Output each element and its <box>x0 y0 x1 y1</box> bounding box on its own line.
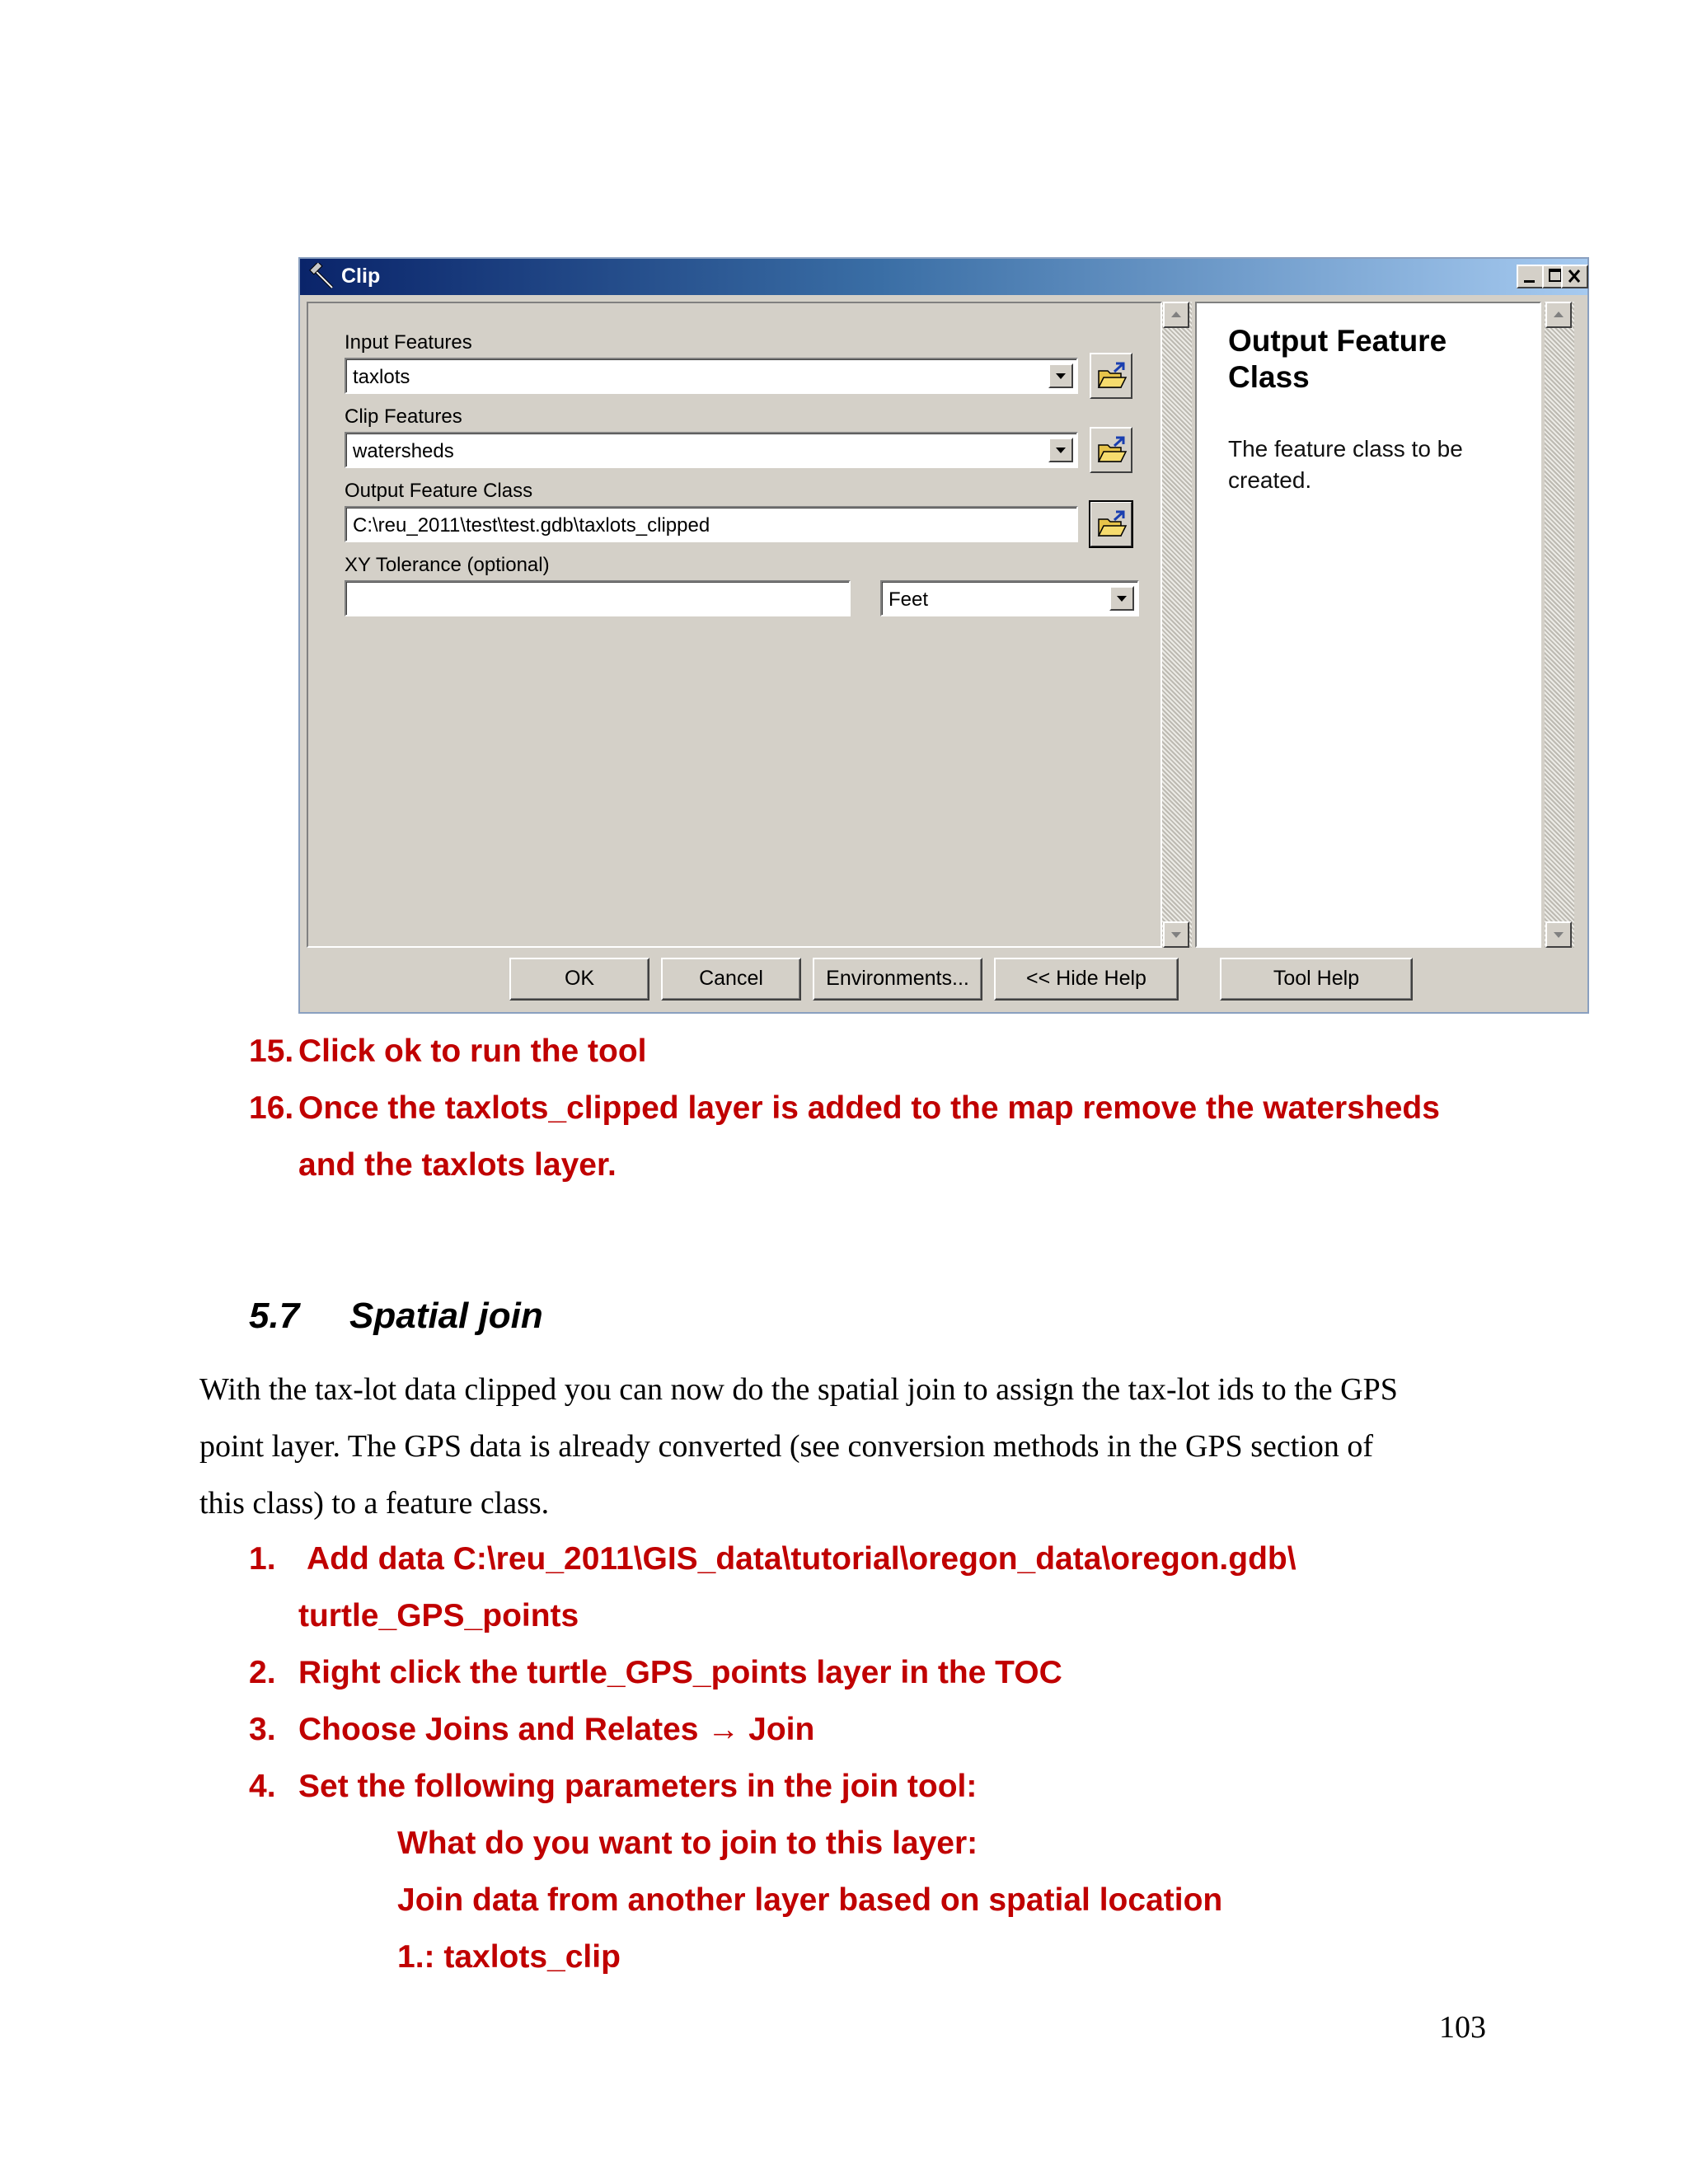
paragraph-line-2: point layer. The GPS data is already converted (see conversion methods in the GPS section of <box>199 1429 1373 1464</box>
paragraph-line-1: With the tax-lot data clipped you can now do the spatial join to assign the tax-lot ids to the GPS <box>199 1372 1398 1407</box>
input-features-browse-button[interactable] <box>1090 353 1132 399</box>
open-folder-icon <box>1096 435 1128 466</box>
title-bar[interactable] <box>300 259 1587 295</box>
cancel-button[interactable]: Cancel <box>661 958 801 1001</box>
section-number: 5.7 <box>249 1296 300 1336</box>
chevron-down-icon <box>1050 439 1071 461</box>
step-4-text: Set the following parameters in the join tool: <box>298 1769 978 1804</box>
step-1-continuation: turtle_GPS_points <box>298 1598 579 1633</box>
step-15-number: 15. <box>249 1033 294 1069</box>
step-16-text: Once the taxlots_clipped layer is added to the map remove the watersheds <box>298 1090 1440 1126</box>
xy-tolerance-label: XY Tolerance (optional) <box>345 554 550 576</box>
input-features-arrow[interactable] <box>1048 363 1073 388</box>
input-features-value: taxlots <box>353 366 410 388</box>
xy-tolerance-unit-value: Feet <box>889 588 929 611</box>
join-param-line-2: Join data from another layer based on spatial location <box>397 1882 1223 1918</box>
help-panel <box>1195 302 1541 948</box>
clip-features-dropdown[interactable] <box>345 432 1078 468</box>
step-3-number: 3. <box>249 1712 276 1747</box>
input-features-label: Input Features <box>345 331 472 354</box>
chevron-down-icon <box>1165 923 1188 946</box>
chevron-down-icon <box>1111 588 1132 609</box>
page-number: 103 <box>1439 2010 1486 2045</box>
output-feature-class-label: Output Feature Class <box>345 480 533 502</box>
step-15-text: Click ok to run the tool <box>298 1033 647 1069</box>
paragraph-line-3: this class) to a feature class. <box>199 1486 550 1521</box>
output-feature-class-browse-button[interactable] <box>1090 501 1132 547</box>
help-title: Output Feature Class <box>1228 324 1447 394</box>
parameters-panel <box>307 302 1162 948</box>
scroll-down-button[interactable] <box>1163 921 1189 948</box>
open-folder-icon <box>1096 361 1128 392</box>
tool-help-button[interactable]: Tool Help <box>1220 958 1413 1001</box>
chevron-down-icon <box>1050 365 1071 387</box>
hide-help-button[interactable]: << Hide Help <box>994 958 1179 1001</box>
xy-tolerance-unit-dropdown[interactable] <box>880 580 1139 616</box>
chevron-down-icon <box>1547 923 1570 946</box>
clip-features-browse-button[interactable] <box>1090 427 1132 473</box>
scroll-up-button[interactable] <box>1163 302 1189 328</box>
step-2-text: Right click the turtle_GPS_points layer in the TOC <box>298 1655 1062 1690</box>
clip-features-arrow[interactable] <box>1048 438 1073 462</box>
hammer-icon <box>308 263 336 291</box>
clip-features-value: watersheds <box>353 440 454 462</box>
minimize-button[interactable] <box>1517 265 1544 288</box>
input-features-dropdown[interactable] <box>345 358 1078 394</box>
step-1-text: Add data C:\reu_2011\GIS_data\tutorial\oregon_data\oregon.gdb\ <box>307 1541 1296 1577</box>
join-param-line-3: 1.: taxlots_clip <box>397 1939 621 1975</box>
step-2-number: 2. <box>249 1655 276 1690</box>
output-feature-class-input[interactable] <box>345 506 1078 542</box>
help-scrollbar[interactable] <box>1545 302 1574 948</box>
dialog-title: Clip <box>341 265 381 288</box>
minimize-icon <box>1518 266 1542 287</box>
chevron-up-icon <box>1165 303 1188 326</box>
open-folder-icon <box>1096 509 1128 541</box>
xy-tolerance-input[interactable] <box>345 580 851 616</box>
help-scroll-down-button[interactable] <box>1545 921 1572 948</box>
section-title: Spatial join <box>349 1296 543 1336</box>
close-icon <box>1563 266 1587 287</box>
step-1-number: 1. <box>249 1541 276 1577</box>
help-scroll-up-button[interactable] <box>1545 302 1572 328</box>
step-16-number: 16. <box>249 1090 294 1126</box>
clip-dialog <box>298 257 1589 1014</box>
output-feature-class-value: C:\reu_2011\test\test.gdb\taxlots_clipped <box>353 514 710 537</box>
step-4-number: 4. <box>249 1769 276 1804</box>
parameters-scrollbar[interactable] <box>1162 302 1192 948</box>
step-3-text: Choose Joins and Relates → Join <box>298 1712 815 1747</box>
environments-button[interactable]: Environments... <box>813 958 982 1001</box>
chevron-up-icon <box>1547 303 1570 326</box>
close-button[interactable] <box>1561 265 1588 288</box>
step-16-continuation: and the taxlots layer. <box>298 1147 617 1183</box>
ok-button[interactable]: OK <box>509 958 649 1001</box>
help-description: The feature class to be created. <box>1228 436 1463 493</box>
xy-tolerance-unit-arrow[interactable] <box>1109 586 1134 611</box>
join-param-line-1: What do you want to join to this layer: <box>397 1825 978 1861</box>
clip-features-label: Clip Features <box>345 405 462 428</box>
